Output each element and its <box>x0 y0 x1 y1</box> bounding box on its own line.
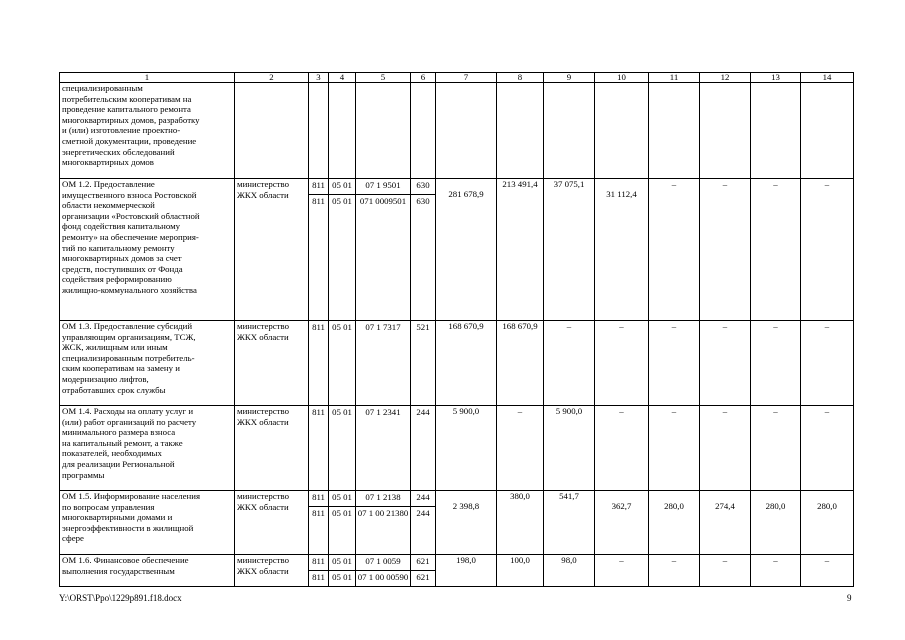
code-value: 521 <box>416 322 430 332</box>
amount-c13 <box>751 406 801 491</box>
code-value: 05 01 <box>329 570 355 586</box>
measure-description: специализированным потребительским кооперативам на проведение капитального ремонта многоквартирных домов, разработку и (или) изготовление проектно- сметной документации, проведение энергетических обследований многоквартирных домов <box>60 83 235 179</box>
code-cell-c5 <box>356 179 411 321</box>
code-cell-c3 <box>309 491 329 555</box>
header-cell: 5 <box>356 73 411 83</box>
amount-c9 <box>544 83 595 179</box>
code-cell-c4 <box>329 321 356 406</box>
code-cell-c3 <box>309 179 329 321</box>
amount-c14 <box>801 491 854 555</box>
code-value: 811 <box>312 556 325 566</box>
amount-value: – <box>671 555 677 565</box>
amount-value: 280,0 <box>817 501 837 511</box>
measure-description: ОМ 1.4. Расходы на оплату услуг и (или) работ организаций по расчету минимального размера взноса на капитальный ремонт, а также показателей, необходимых для реализации Региональной программы <box>60 406 235 491</box>
header-cell: 9 <box>544 73 595 83</box>
header-cell: 2 <box>235 73 309 83</box>
amount-value: 2 398,8 <box>452 501 480 511</box>
code-value: 07 1 00 00590 <box>356 570 410 586</box>
table-row <box>60 321 854 406</box>
amount-value: 362,7 <box>611 501 632 511</box>
amount-c10 <box>595 321 649 406</box>
code-cell-c4 <box>329 406 356 491</box>
header-cell: 1 <box>60 73 235 83</box>
code-cell-c3 <box>309 406 329 491</box>
code-value: 811 <box>312 180 325 190</box>
amount-value: – <box>773 555 778 565</box>
amount-value: – <box>824 406 830 416</box>
header-cell: 12 <box>700 73 751 83</box>
amount-c11 <box>649 491 700 555</box>
amount-value: – <box>773 406 778 416</box>
amount-value: – <box>517 406 523 416</box>
amount-value: – <box>619 406 624 416</box>
code-cell-c6 <box>411 179 436 321</box>
amount-c8 <box>497 406 544 491</box>
code-value: 811 <box>309 194 328 210</box>
amount-value: 280,0 <box>765 501 786 511</box>
amount-value: – <box>722 406 728 416</box>
amount-value: – <box>619 555 624 565</box>
amount-c7 <box>436 491 497 555</box>
amount-value: 198,0 <box>456 555 476 565</box>
header-row <box>60 73 854 83</box>
amount-value: – <box>671 179 677 189</box>
amount-c11 <box>649 321 700 406</box>
amount-c14 <box>801 179 854 321</box>
amount-value: – <box>824 555 830 565</box>
code-cell-c4 <box>329 491 356 555</box>
amount-c12 <box>700 406 751 491</box>
amount-c8 <box>497 491 544 555</box>
responsible-executor: министерство ЖКХ области <box>235 491 309 555</box>
amount-c13 <box>751 555 801 587</box>
code-value: 05 01 <box>332 556 352 566</box>
document-path: Y:\ORST\Ppo\1229p891.f18.docx <box>59 593 182 603</box>
amount-c9 <box>544 179 595 321</box>
header-cell: 6 <box>411 73 436 83</box>
header-cell: 8 <box>497 73 544 83</box>
header-cell: 10 <box>595 73 649 83</box>
code-cell-c4 <box>329 179 356 321</box>
code-value: 811 <box>312 407 325 417</box>
amount-value: – <box>671 406 677 416</box>
amount-value: 98,0 <box>561 555 577 565</box>
code-value: 07 1 2138 <box>365 492 401 502</box>
measure-description: ОМ 1.3. Предоставление субсидий управляющим организациям, ТСЖ, ЖСК, жилищным или иным специализированным потребитель- ским кооперативам на замену и модернизацию лифтов, отработавших срок службы <box>60 321 235 406</box>
code-value: 630 <box>416 180 430 190</box>
amount-value: 380,0 <box>510 491 530 501</box>
amount-value: 168 670,9 <box>448 321 484 331</box>
code-cell-c4 <box>329 83 356 179</box>
amount-c14 <box>801 321 854 406</box>
amount-c13 <box>751 491 801 555</box>
code-cell-c4 <box>329 555 356 587</box>
code-value: 07 1 7317 <box>365 322 401 332</box>
code-value: 07 1 2341 <box>365 407 401 417</box>
code-value: 811 <box>312 322 325 332</box>
code-cell-c6 <box>411 321 436 406</box>
amount-c13 <box>751 83 801 179</box>
code-value: 05 01 <box>329 194 355 210</box>
amount-c10 <box>595 406 649 491</box>
amount-c8 <box>497 555 544 587</box>
header-cell: 14 <box>801 73 854 83</box>
amount-c7 <box>436 321 497 406</box>
amount-c7 <box>436 83 497 179</box>
amount-value: 31 112,4 <box>606 189 637 199</box>
responsible-executor <box>235 83 309 179</box>
amount-c8 <box>497 179 544 321</box>
amount-value: – <box>824 179 830 189</box>
code-cell-c6 <box>411 491 436 555</box>
amount-c10 <box>595 179 649 321</box>
amount-value: 274,4 <box>715 501 735 511</box>
code-value: 071 0009501 <box>356 194 410 210</box>
header-cell: 11 <box>649 73 700 83</box>
code-cell-c3 <box>309 83 329 179</box>
code-cell-c5 <box>356 83 411 179</box>
amount-c12 <box>700 179 751 321</box>
table-row <box>60 555 854 587</box>
amount-c9 <box>544 555 595 587</box>
amount-c9 <box>544 321 595 406</box>
responsible-executor: министерство ЖКХ области <box>235 179 309 321</box>
amount-c12 <box>700 491 751 555</box>
responsible-executor: министерство ЖКХ области <box>235 321 309 406</box>
amount-value: 541,7 <box>559 491 579 501</box>
measure-description: ОМ 1.6. Финансовое обеспечение выполнения государственным <box>60 555 235 587</box>
amount-value: 5 900,0 <box>555 406 583 416</box>
header-cell: 4 <box>329 73 356 83</box>
amount-c10 <box>595 83 649 179</box>
amount-value: – <box>824 321 830 331</box>
code-value: 05 01 <box>332 180 352 190</box>
amount-c9 <box>544 491 595 555</box>
code-value: 07 1 9501 <box>365 180 401 190</box>
amount-value: 213 491,4 <box>502 179 538 189</box>
code-value: 05 01 <box>332 407 352 417</box>
table-row <box>60 491 854 555</box>
amount-c11 <box>649 179 700 321</box>
code-value: 244 <box>411 506 435 522</box>
code-cell-c3 <box>309 321 329 406</box>
code-value: 05 01 <box>332 492 352 502</box>
code-cell-c6 <box>411 83 436 179</box>
amount-c10 <box>595 491 649 555</box>
code-cell-c5 <box>356 406 411 491</box>
code-value: 07 1 00 21380 <box>356 506 410 522</box>
code-cell-c5 <box>356 321 411 406</box>
amount-value: – <box>619 321 624 331</box>
code-value: 811 <box>309 570 328 586</box>
code-value: 811 <box>309 506 328 522</box>
code-value: 05 01 <box>329 506 355 522</box>
amount-value: 5 900,0 <box>452 406 480 416</box>
amount-c12 <box>700 555 751 587</box>
code-value: 811 <box>312 492 325 502</box>
table-row <box>60 179 854 321</box>
amount-c12 <box>700 83 751 179</box>
amount-c9 <box>544 406 595 491</box>
header-cell: 13 <box>751 73 801 83</box>
amount-value: 168 670,9 <box>502 321 538 331</box>
code-value: 05 01 <box>332 322 352 332</box>
amount-value: – <box>722 321 728 331</box>
header-cell: 3 <box>309 73 329 83</box>
amount-c13 <box>751 179 801 321</box>
code-cell-c3 <box>309 555 329 587</box>
amount-c11 <box>649 555 700 587</box>
amount-value: – <box>671 321 677 331</box>
amount-c14 <box>801 406 854 491</box>
amount-c14 <box>801 83 854 179</box>
responsible-executor: министерство ЖКХ области <box>235 555 309 587</box>
amount-value: – <box>722 179 728 189</box>
amount-value: 280,0 <box>664 501 684 511</box>
code-cell-c6 <box>411 555 436 587</box>
page-number: 9 <box>847 593 852 603</box>
amount-value: – <box>566 321 572 331</box>
amount-c11 <box>649 406 700 491</box>
budget-table <box>59 72 854 587</box>
responsible-executor: министерство ЖКХ области <box>235 406 309 491</box>
measure-description: ОМ 1.2. Предоставление имущественного взноса Ростовской области некоммерческой организации «Ростовский областной фонд содействия капитальному ремонту» на обеспечение мероприя- тий по капитальному ремонту многоквартирных домов за счет средств, поступивших от Фонда содействия реформированию жилищно-коммунального хозяйства <box>60 179 235 321</box>
code-value: 621 <box>416 556 430 566</box>
code-value: 630 <box>411 194 435 210</box>
amount-c11 <box>649 83 700 179</box>
code-cell-c6 <box>411 406 436 491</box>
amount-c10 <box>595 555 649 587</box>
code-value: 621 <box>411 570 435 586</box>
code-value: 07 1 0059 <box>365 556 401 566</box>
amount-c7 <box>436 555 497 587</box>
amount-c12 <box>700 321 751 406</box>
header-cell: 7 <box>436 73 497 83</box>
amount-value: 37 075,1 <box>553 179 585 189</box>
table-row <box>60 83 854 179</box>
amount-value: 100,0 <box>510 555 530 565</box>
amount-c13 <box>751 321 801 406</box>
amount-value: – <box>773 179 778 189</box>
code-value: 244 <box>416 407 430 417</box>
amount-value: – <box>722 555 728 565</box>
amount-value: 281 678,9 <box>448 189 484 199</box>
code-value: 244 <box>416 492 430 502</box>
amount-c14 <box>801 555 854 587</box>
table-row <box>60 406 854 491</box>
amount-c8 <box>497 321 544 406</box>
amount-c7 <box>436 179 497 321</box>
amount-c7 <box>436 406 497 491</box>
amount-value: – <box>773 321 778 331</box>
code-cell-c5 <box>356 491 411 555</box>
code-cell-c5 <box>356 555 411 587</box>
amount-c8 <box>497 83 544 179</box>
measure-description: ОМ 1.5. Информирование населения по вопросам управления многоквартирными домами и энергоэффективности в жилищной сфере <box>60 491 235 555</box>
